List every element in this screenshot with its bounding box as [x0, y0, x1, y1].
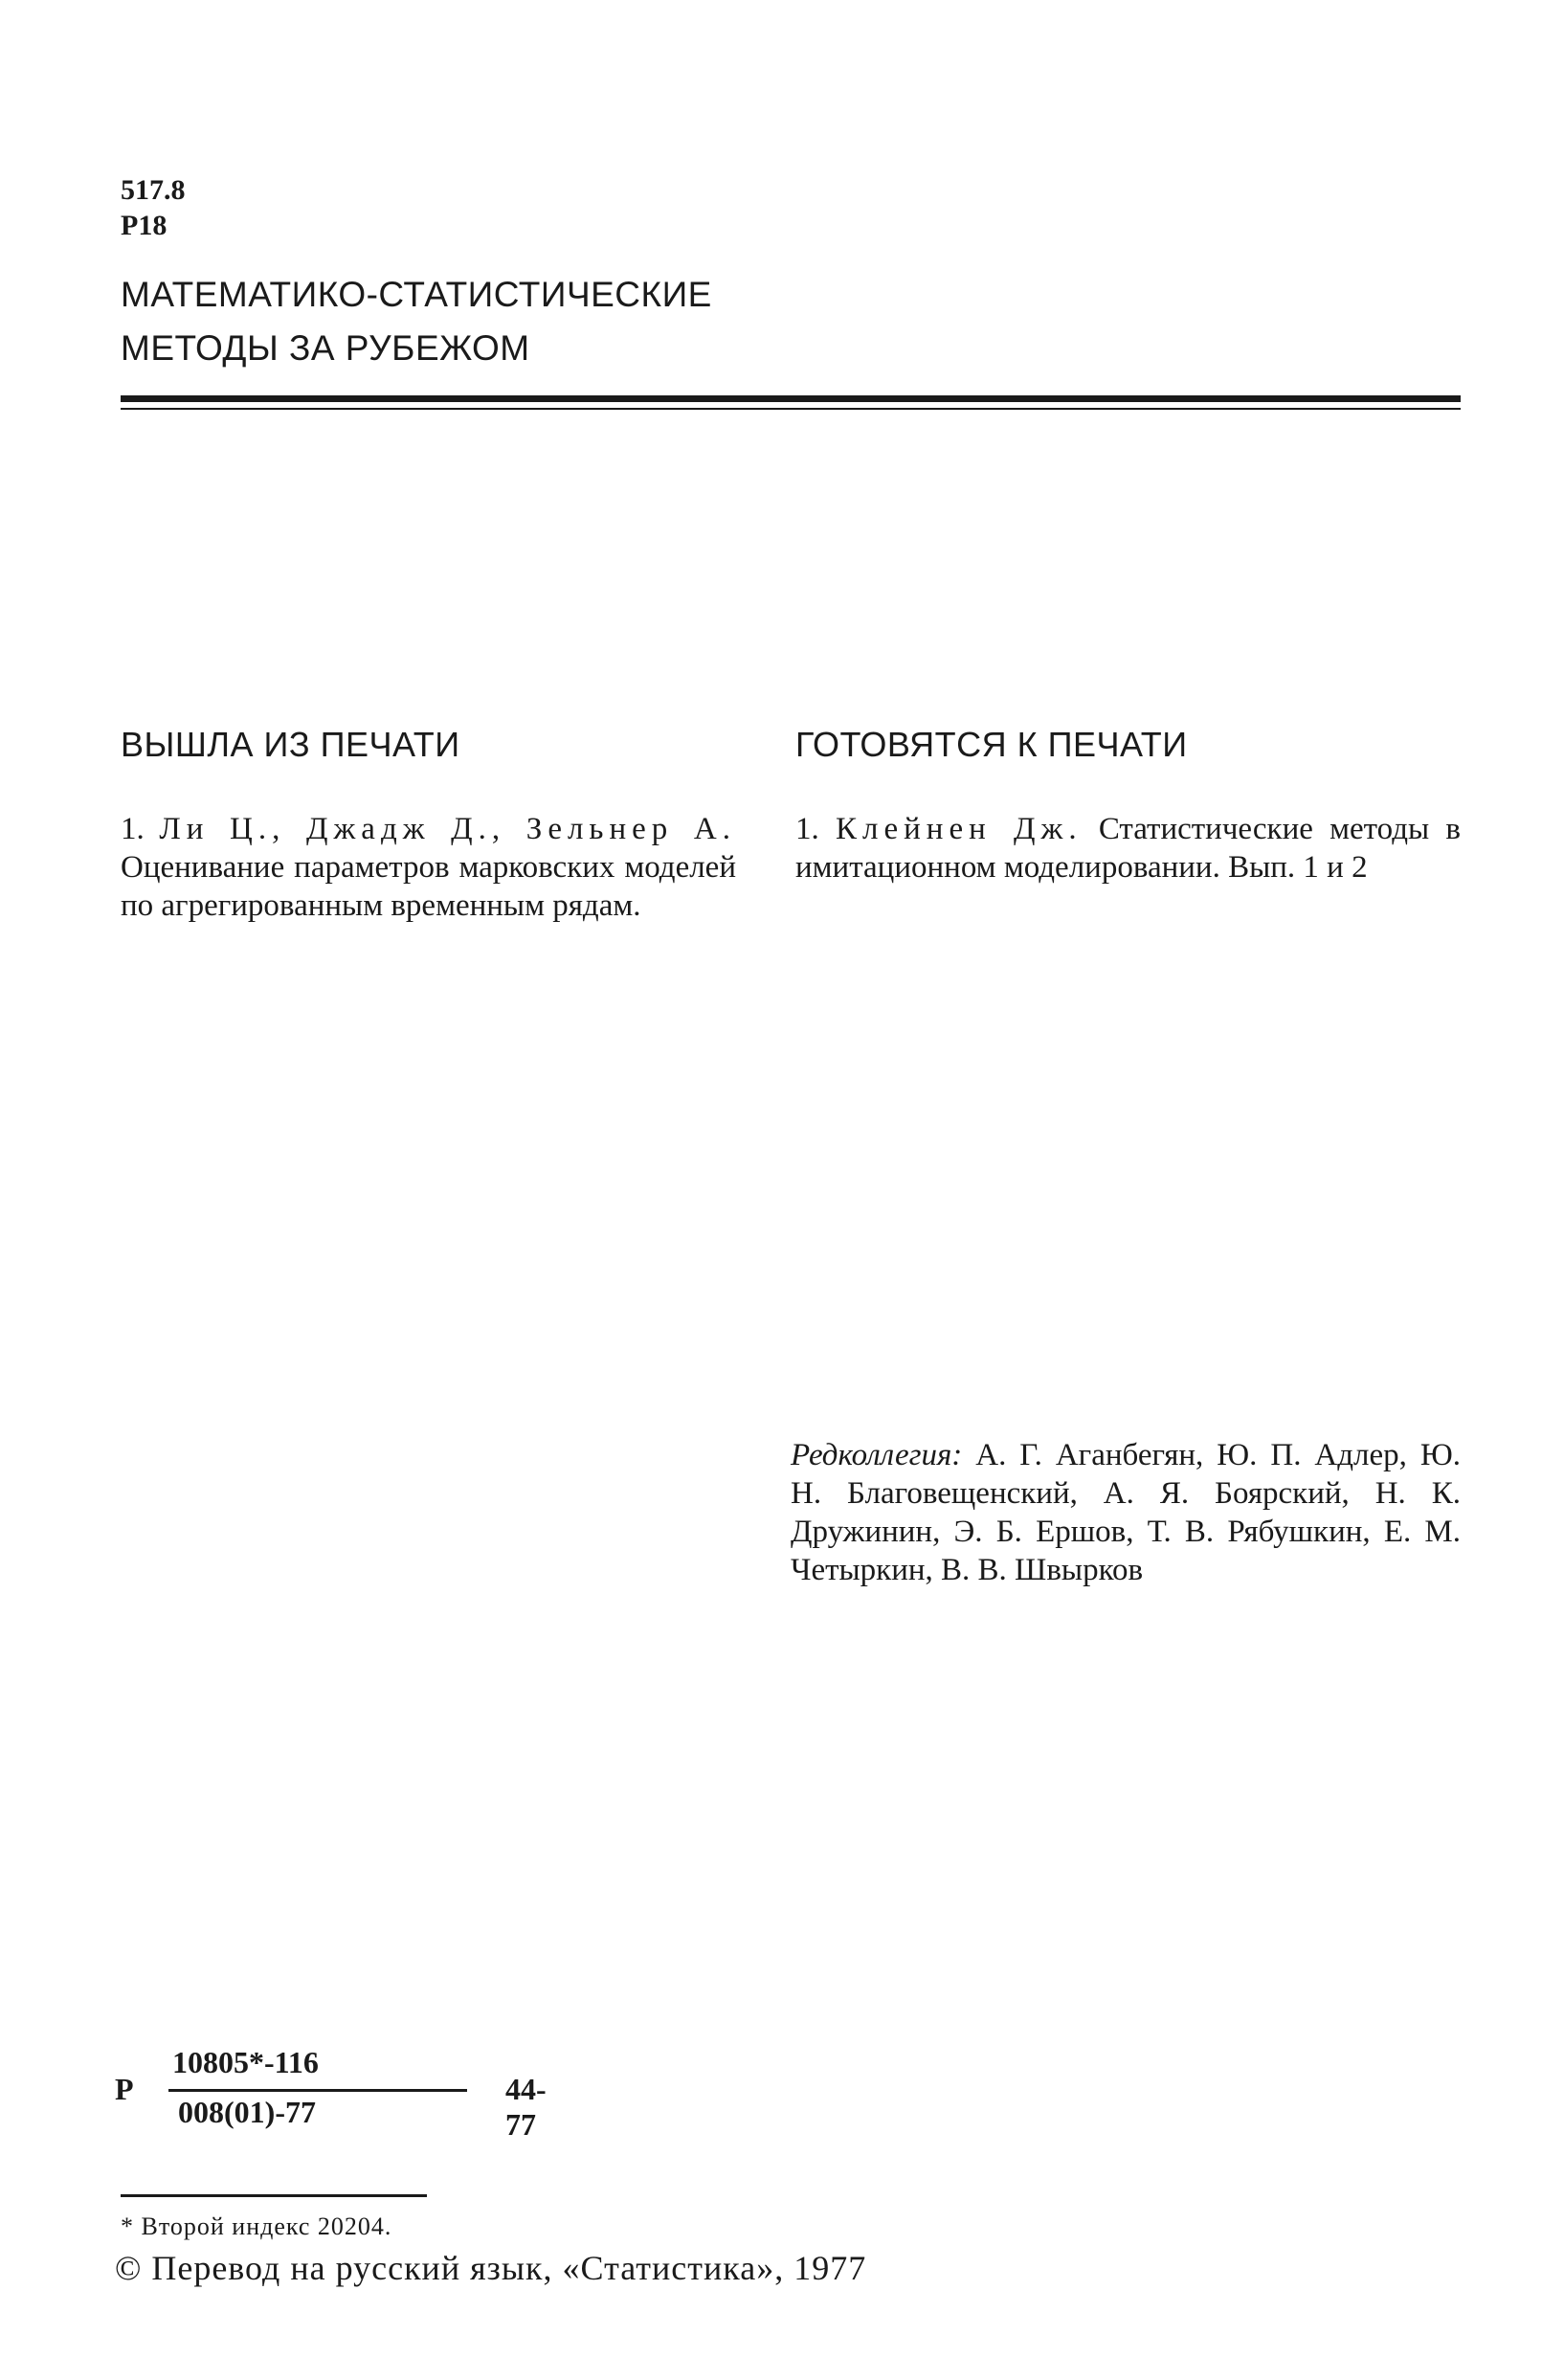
entry-title: Оценивание параметров марковских моделей по агрегированным временным рядам.	[121, 850, 736, 923]
catalog-index-suffix: 44-77	[505, 2072, 547, 2142]
header-rule-thick	[121, 395, 1461, 402]
entry-authors: Ли Ц., Джадж Д., Зельнер А.	[159, 812, 736, 846]
catalog-index	[115, 2045, 547, 2160]
editorial-board-members: А. Г. Аганбегян, Ю. П. Адлер, Ю. Н. Благовещенский, А. Я. Боярский, Н. К. Дружинин, Э. Б. Ершов, Т. В. Рябушкин, Е. М. Четыркин, В. В. Швырков	[791, 1438, 1461, 1587]
fraction-bar	[168, 2089, 467, 2092]
published-heading: ВЫШЛА ИЗ ПЕЧАТИ	[121, 725, 460, 764]
footnote-rule	[121, 2194, 427, 2197]
catalog-index-numerator: 10805*-116	[172, 2045, 319, 2079]
copyright-line: © Перевод на русский язык, «Статистика», 1977	[115, 2249, 867, 2287]
library-index: Р18	[121, 210, 168, 241]
entry-authors: Клейнен Дж.	[836, 812, 1083, 846]
editorial-board	[791, 1436, 1461, 1589]
published-entry	[121, 810, 736, 925]
series-title-line-2: МЕТОДЫ ЗА РУБЕЖОМ	[121, 328, 530, 368]
entry-number: 1.	[795, 812, 819, 846]
footnote: * Второй индекс 20204.	[121, 2212, 392, 2240]
entry-title: Статистические методы в имитационном моделировании. Вып. 1 и 2	[795, 812, 1461, 885]
upcoming-heading: ГОТОВЯТСЯ К ПЕЧАТИ	[795, 725, 1188, 764]
header-rule-thin	[121, 408, 1461, 410]
editorial-board-label: Редколлегия:	[791, 1438, 963, 1472]
series-title	[121, 268, 712, 375]
catalog-index-letter: Р	[115, 2072, 134, 2106]
upcoming-entry	[795, 810, 1461, 887]
udc-block	[121, 172, 186, 243]
entry-number: 1.	[121, 812, 145, 846]
catalog-index-denominator: 008(01)-77	[178, 2095, 316, 2129]
udc-code: 517.8	[121, 174, 186, 206]
series-title-line-1: МАТЕМАТИКО-СТАТИСТИЧЕСКИЕ	[121, 275, 712, 314]
